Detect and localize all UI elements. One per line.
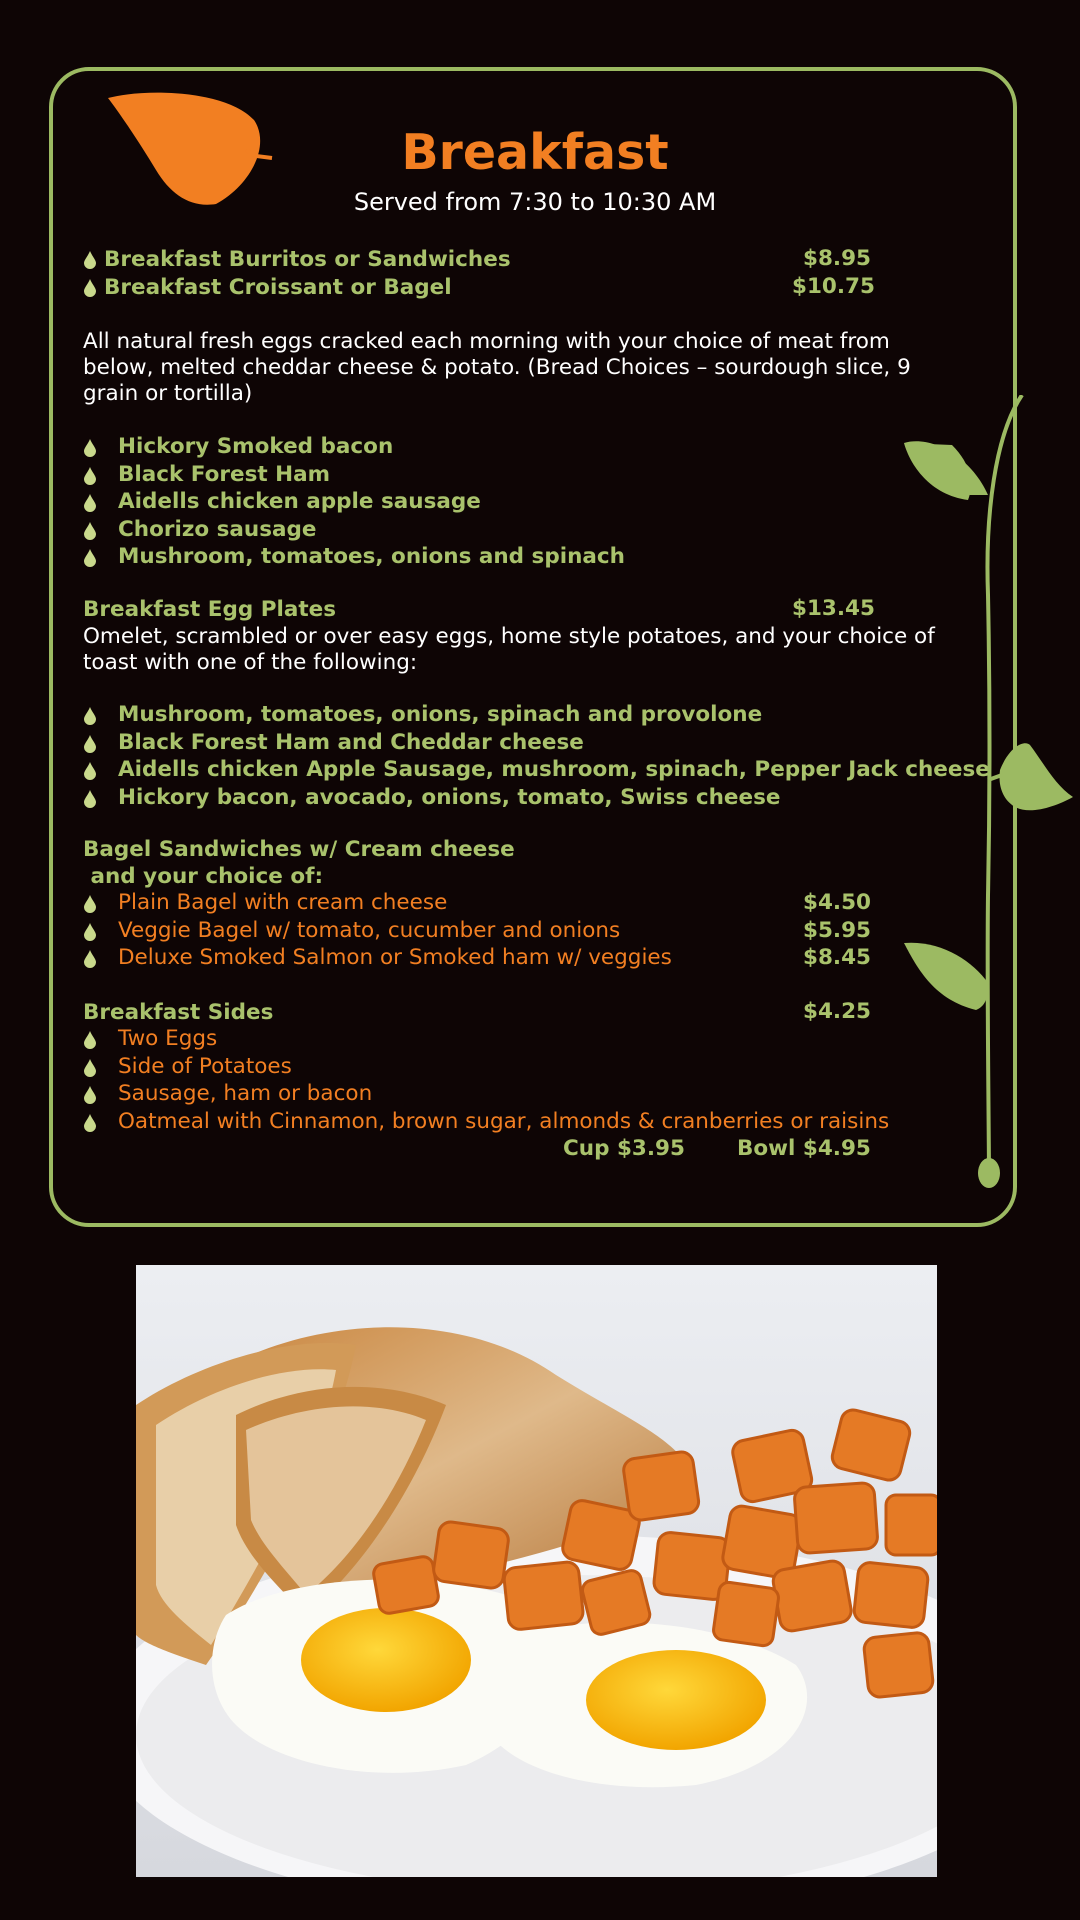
oatmeal-cup-price: Cup $3.95: [563, 1136, 685, 1161]
drop-bullet-icon: [84, 923, 96, 941]
menu-item-price: $4.50: [803, 890, 872, 915]
drop-bullet-icon: [84, 439, 96, 457]
egg-plates-price: $13.45: [792, 596, 875, 621]
drop-bullet-icon: [84, 467, 96, 485]
bagel-item: Veggie Bagel w/ tomato, cucumber and onions: [118, 917, 621, 943]
sides-price: $4.25: [803, 999, 872, 1024]
sides-title: Breakfast Sides: [83, 1000, 274, 1025]
drop-bullet-icon: [84, 735, 96, 753]
oatmeal-bowl-price: Bowl $4.95: [737, 1136, 871, 1161]
drop-bullet-icon: [84, 279, 96, 297]
egg-plates-title: Breakfast Egg Plates: [83, 597, 337, 622]
vine-decoration-icon: [890, 395, 1080, 1195]
serving-hours: Served from 7:30 to 10:30 AM: [353, 188, 717, 216]
bagel-section-subtitle: and your choice of:: [83, 864, 324, 889]
meat-choice-item: Mushroom, tomatoes, onions and spinach: [118, 544, 625, 569]
breakfast-plate-photo: [136, 1265, 937, 1877]
drop-bullet-icon: [84, 522, 96, 540]
drop-bullet-icon: [84, 762, 96, 780]
bagel-item: Plain Bagel with cream cheese: [118, 890, 448, 915]
bagel-item: Deluxe Smoked Salmon or Smoked ham w/ veggies: [118, 945, 672, 970]
drop-bullet-icon: [84, 251, 96, 269]
egg-plate-choice-item: Hickory bacon, avocado, onions, tomato, Swiss cheese: [118, 784, 781, 810]
meat-choice-item: Black Forest Ham: [118, 461, 331, 487]
eggs-description: All natural fresh eggs cracked each morning with your choice of meat from below, melted cheddar cheese & potato. (Bread Choices – sourdough slice, 9 grain or tortilla): [83, 329, 911, 406]
drop-bullet-icon: [84, 494, 96, 512]
side-item: Oatmeal with Cinnamon, brown sugar, almonds & cranberries or raisins: [118, 1108, 890, 1134]
menu-item-name: Breakfast Croissant or Bagel: [104, 275, 452, 300]
drop-bullet-icon: [84, 1059, 96, 1077]
meat-choice-item: Hickory Smoked bacon: [118, 434, 394, 459]
menu-item-name: Breakfast Burritos or Sandwiches: [104, 247, 511, 272]
egg-plate-choice-item: Aidells chicken Apple Sausage, mushroom, spinach, Pepper Jack cheese: [118, 757, 990, 782]
side-item: Side of Potatoes: [118, 1053, 292, 1079]
drop-bullet-icon: [84, 549, 96, 567]
drop-bullet-icon: [84, 1086, 96, 1104]
meat-choice-item: Chorizo sausage: [118, 516, 317, 542]
side-item: Sausage, ham or bacon: [118, 1081, 373, 1106]
drop-bullet-icon: [84, 1114, 96, 1132]
drop-bullet-icon: [84, 790, 96, 808]
menu-item-price: $8.45: [803, 945, 872, 970]
egg-plates-description: Omelet, scrambled or over easy eggs, home style potatoes, and your choice of toast with one of the following:: [83, 624, 935, 675]
drop-bullet-icon: [84, 707, 96, 725]
egg-plate-choice-item: Mushroom, tomatoes, onions, spinach and provolone: [118, 702, 763, 727]
side-item: Two Eggs: [118, 1026, 218, 1051]
drop-bullet-icon: [84, 950, 96, 968]
drop-bullet-icon: [84, 895, 96, 913]
meat-choice-item: Aidells chicken apple sausage: [118, 489, 481, 514]
page-title: Breakfast: [401, 124, 669, 181]
menu-item-price: $10.75: [792, 274, 875, 299]
drop-bullet-icon: [84, 1031, 96, 1049]
menu-item-price: $8.95: [803, 246, 872, 271]
menu-item-price: $5.95: [803, 917, 872, 943]
bagel-section-title: Bagel Sandwiches w/ Cream cheese: [83, 837, 515, 862]
egg-plate-choice-item: Black Forest Ham and Cheddar cheese: [118, 729, 584, 755]
